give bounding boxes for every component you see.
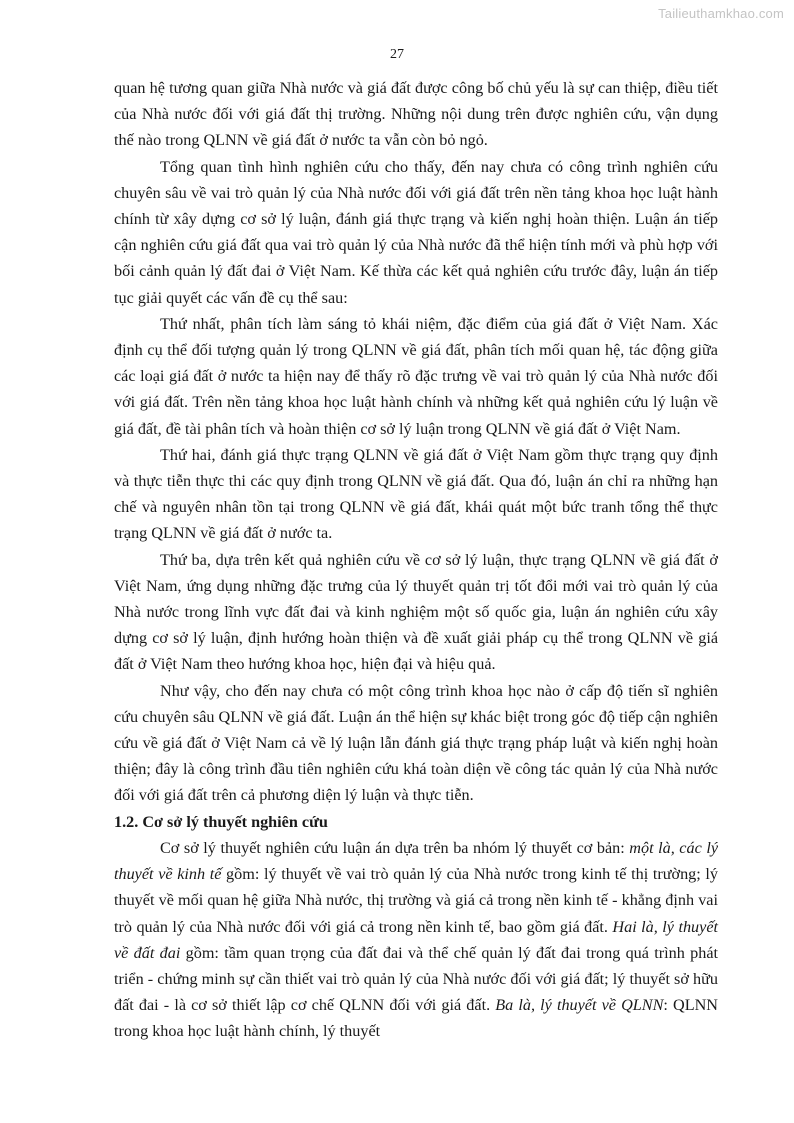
theory-text-3: gồm: tầm quan trọng của đất đai và thể chế quản lý đất đai trong quá trình phát triển - chứng minh sự cần thiết vai trò quản lý của Nhà nước đối với giá đất; lý thuyết sở hữu đất đai - là cơ sở thiết lập cơ chế QLNN đối với giá đất.: [114, 943, 718, 1015]
page-number: 27: [390, 47, 404, 62]
theory-text-1: Cơ sở lý thuyết nghiên cứu luận án dựa trên ba nhóm lý thuyết cơ bản:: [160, 838, 630, 857]
paragraph-second: Thứ hai, đánh giá thực trạng QLNN về giá đất ở Việt Nam gồm thực trạng quy định và thực tiễn thực thi các quy định trong QLNN về giá đất. Qua đó, luận án chỉ ra những hạn chế và nguyên nhân tồn tại trong QLNN về giá đất, khái quát một bức tranh tổng thể thực trạng QLNN về giá đất ở nước ta.: [114, 445, 718, 543]
theory-italic-economics: một là, các lý thuyết về kinh tế: [114, 838, 718, 884]
paragraph-theory: [114, 835, 718, 1045]
watermark: Tailieuthamkhao.com: [658, 6, 784, 21]
paragraph-first: Thứ nhất, phân tích làm sáng tỏ khái niệm, đặc điểm của giá đất ở Việt Nam. Xác định cụ thể đối tượng quản lý trong QLNN về giá đất, phân tích mối quan hệ, tác động giữa các loại giá đất ở nước ta hiện nay để thấy rõ đặc trưng về vai trò quản lý của Nhà nước đối với giá đất. Trên nền tảng khoa học luật hành chính và những kết quả nghiên cứu lý luận về giá đất, đề tài phân tích và hoàn thiện cơ sở lý luận trong QLNN về giá đất ở Việt Nam.: [114, 314, 718, 438]
theory-italic-land: Hai là, lý thuyết về đất đai: [114, 917, 718, 962]
theory-text-2: gồm: lý thuyết về vai trò quản lý của Nhà nước trong kinh tế thị trường; lý thuyết về mối quan hệ giữa Nhà nước, thị trường và giá cả trong nền kinh tế - khẳng định vai trò quản lý của Nhà nước đối với giá cả trong nền kinh tế, bao gồm giá đất.: [114, 865, 718, 936]
paragraph-overview: Tổng quan tình hình nghiên cứu cho thấy, đến nay chưa có công trình nghiên cứu chuyên sâu về vai trò quản lý của Nhà nước đối với giá đất trên nền tảng khoa học luật hành chính từ xây dựng cơ sở lý luận, đánh giá thực trạng và kiến nghị hoàn thiện. Luận án tiếp cận nghiên cứu giá đất qua vai trò quản lý của Nhà nước đã thể hiện tính mới và phù hợp với bối cảnh quản lý đất đai ở Việt Nam. Kế thừa các kết quả nghiên cứu trước đây, luận án tiếp tục giải quyết các vấn đề cụ thể sau:: [114, 157, 718, 307]
paragraph-continuation: quan hệ tương quan giữa Nhà nước và giá đất được công bố chủ yếu là sự can thiệp, điều tiết của Nhà nước đối với giá đất thị trường. Những nội dung trên được nghiên cứu, vận dụng thế nào trong QLNN về giá đất ở nước ta vẫn còn bỏ ngỏ.: [114, 79, 718, 150]
document-body: [114, 75, 718, 1045]
paragraph-third: Thứ ba, dựa trên kết quả nghiên cứu về cơ sở lý luận, thực trạng QLNN về giá đất ở Việt Nam, ứng dụng những đặc trưng của lý thuyết quản trị tốt đổi mới vai trò quản lý của Nhà nước trong lĩnh vực đất đai và kinh nghiệm một số quốc gia, luận án nghiên cứu xây dựng cơ sở lý luận, định hướng hoàn thiện và đề xuất giải pháp cụ thể trong QLNN về giá đất ở Việt Nam theo hướng khoa học, hiện đại và hiệu quả.: [114, 550, 718, 674]
section-heading: 1.2. Cơ sở lý thuyết nghiên cứu: [114, 812, 328, 831]
theory-italic-qlnn: Ba là, lý thuyết về QLNN: [495, 996, 664, 1015]
paragraph-conclusion: Như vậy, cho đến nay chưa có một công trình khoa học nào ở cấp độ tiến sĩ nghiên cứu chuyên sâu QLNN về giá đất. Luận án thể hiện sự khác biệt trong góc độ tiếp cận nghiên cứu về giá đất ở Việt Nam cả về lý luận lẫn đánh giá thực trạng pháp luật và kiến nghị hoàn thiện; đây là công trình đầu tiên nghiên cứu khá toàn diện về công tác quản lý của Nhà nước đối với giá đất trên cả phương diện lý luận và thực tiễn.: [114, 681, 718, 805]
theory-text-4: : QLNN trong khoa học luật hành chính, lý thuyết: [114, 996, 718, 1041]
